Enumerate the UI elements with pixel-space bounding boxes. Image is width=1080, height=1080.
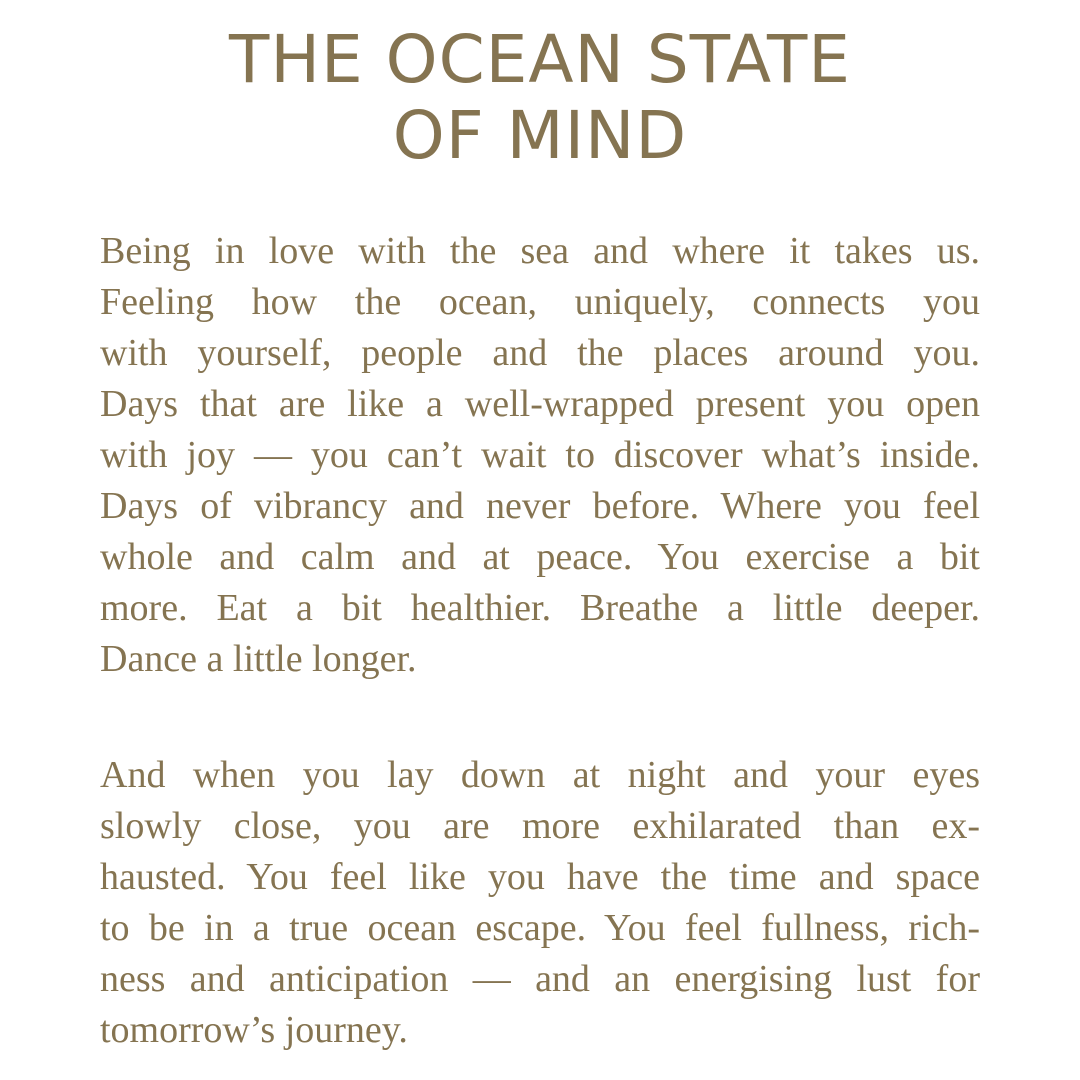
text-line: to be in a true ocean escape. You feel fullness, rich- bbox=[100, 907, 980, 949]
text-line: Dance a little longer. bbox=[100, 638, 417, 680]
text-line: And when you lay down at night and your eyes bbox=[100, 754, 980, 796]
title-line-2: OF MIND bbox=[392, 97, 688, 174]
title-line-1: THE OCEAN STATE bbox=[229, 21, 851, 98]
text-line: Days of vibrancy and never before. Where you feel bbox=[100, 485, 980, 527]
text-line: Days that are like a well-wrapped present you open bbox=[100, 383, 980, 425]
paragraph-2 bbox=[100, 750, 980, 1056]
paragraph-1 bbox=[100, 226, 980, 685]
text-line: more. Eat a bit healthier. Breathe a little deeper. bbox=[100, 587, 980, 629]
text-line: whole and calm and at peace. You exercise a bit bbox=[100, 536, 980, 578]
page-title bbox=[0, 22, 1080, 174]
text-line: Feeling how the ocean, uniquely, connects you bbox=[100, 281, 980, 323]
text-line: with yourself, people and the places around you. bbox=[100, 332, 980, 374]
text-line: slowly close, you are more exhilarated than ex- bbox=[100, 805, 980, 847]
text-line: tomorrow’s journey. bbox=[100, 1009, 408, 1051]
text-line: hausted. You feel like you have the time and space bbox=[100, 856, 980, 898]
text-line: Being in love with the sea and where it takes us. bbox=[100, 230, 980, 272]
text-line: ness and anticipation — and an energising lust for bbox=[100, 958, 980, 1000]
text-line: with joy — you can’t wait to discover what’s inside. bbox=[100, 434, 980, 476]
